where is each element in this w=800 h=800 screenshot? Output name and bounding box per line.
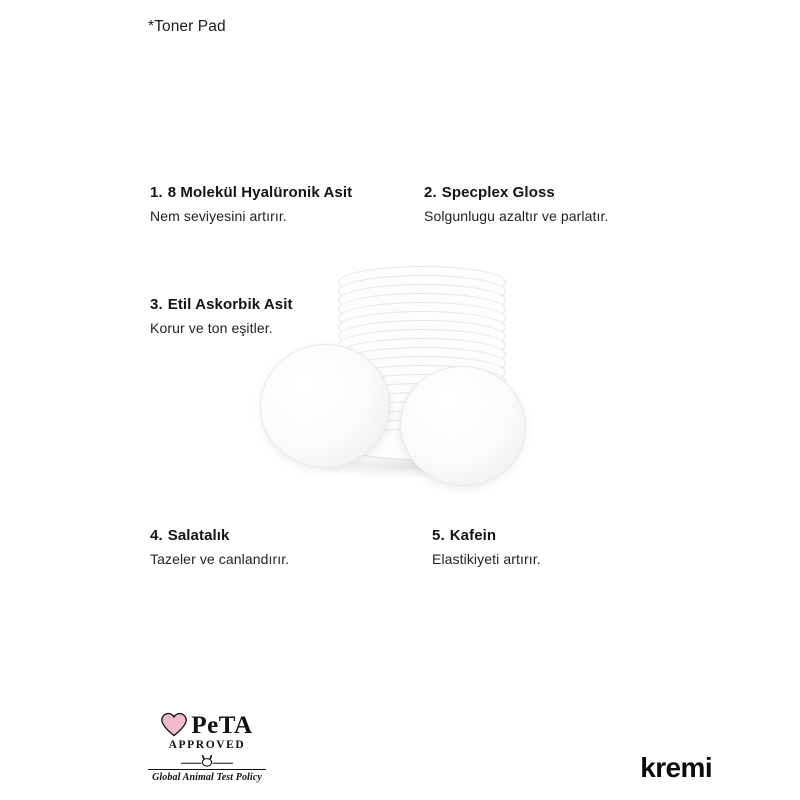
page-title: *Toner Pad [148,18,226,35]
feature-number-2: 2. [424,184,437,201]
feature-number-3: 3. [150,296,163,313]
feature-desc-4: Tazeler ve canlandırır. [150,551,290,567]
feature-title-4 [150,527,410,544]
peta-badge-row [148,712,266,738]
feature-name-2: Specplex Gloss [441,184,555,201]
pad-highlight [417,375,494,439]
feature-desc-3: Korur ve ton eşitler. [150,320,273,336]
feature-name-5: Kafein [449,527,497,544]
feature-item-1 [150,184,410,224]
feature-desc-2: Solgunlugu azaltır ve parlatır. [424,208,609,224]
peta-approved-badge [148,712,266,783]
feature-number-1: 1. [150,184,163,201]
feature-number-5: 5. [432,527,445,544]
feature-name-3: Etil Askorbik Asit [167,296,293,313]
feature-item-5 [432,527,692,567]
feature-desc-1: Nem seviyesini artırır. [150,208,287,224]
feature-title-1 [150,184,410,201]
peta-divider [148,769,266,770]
pad-highlight [274,357,351,420]
feature-title-2 [424,184,684,201]
feature-title-5 [432,527,692,544]
bunny-icon [148,753,266,767]
feature-name-1: 8 Molekül Hyalüronik Asit [167,184,353,201]
peta-wordmark: PeTA [191,711,253,739]
feature-item-2 [424,184,684,224]
peta-policy-text: Global Animal Test Policy [152,772,262,783]
feature-number-4: 4. [150,527,163,544]
product-photo [250,258,570,518]
peta-approved-label: APPROVED [168,739,246,751]
feature-desc-5: Elastikiyeti artırır. [432,551,541,567]
feature-item-4 [150,527,410,567]
heart-icon [161,712,187,738]
feature-name-4: Salatalık [167,527,230,544]
brand-logo: kremi [640,752,712,783]
